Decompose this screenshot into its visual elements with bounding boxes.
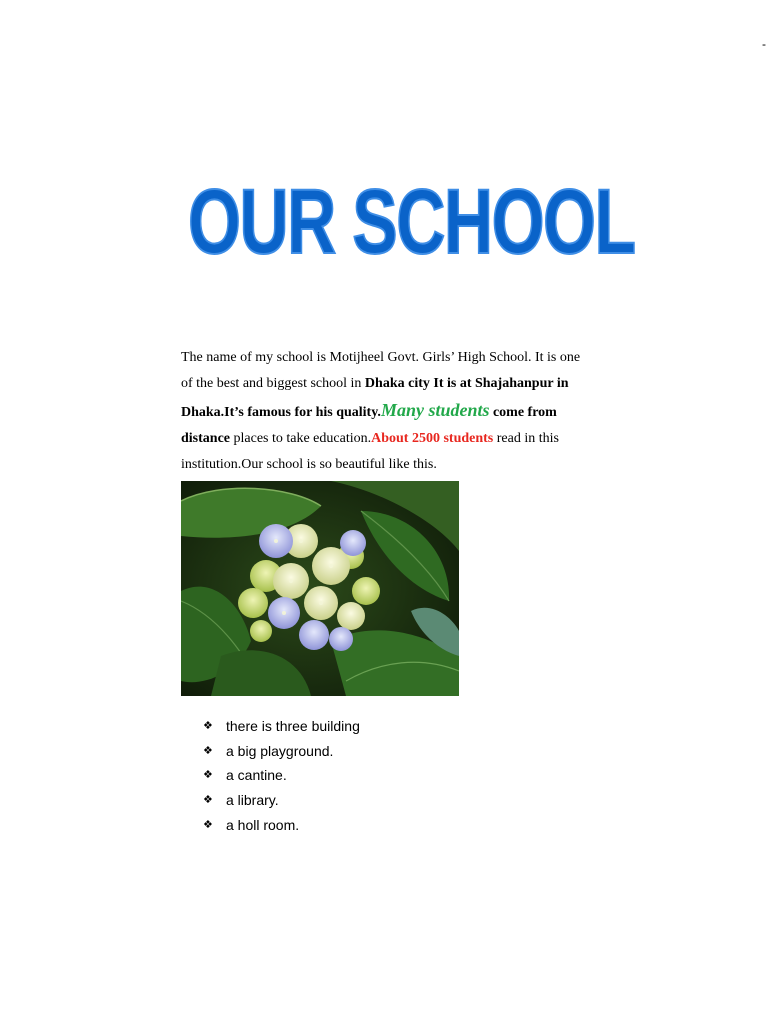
list-item	[203, 812, 360, 837]
corner-mark: -	[762, 37, 766, 51]
list-item-label: a holl room.	[226, 816, 300, 833]
diamond-bullet-icon: ❖	[203, 769, 213, 782]
paragraph-red-highlight: About 2500 students	[371, 431, 494, 446]
list-item-label: a cantine.	[226, 767, 287, 784]
paragraph-text-1: The name of my school is Motijheel Govt. Girls’ High School. It is one of the best and biggest school in	[181, 350, 581, 391]
hydrangea-photo	[181, 481, 459, 696]
diamond-bullet-icon: ❖	[203, 818, 213, 831]
page-title: OUR SCHOOL	[188, 171, 635, 273]
paragraph-green-highlight: Many students	[380, 400, 490, 420]
diamond-bullet-icon: ❖	[203, 720, 213, 733]
paragraph-bold-distance: come from distance	[181, 405, 557, 446]
paragraph-text-2: places to take education.	[230, 431, 372, 446]
diamond-bullet-icon: ❖	[203, 744, 213, 757]
intro-paragraph	[181, 345, 581, 478]
list-item	[203, 739, 360, 764]
features-list	[203, 714, 360, 837]
list-item	[203, 714, 360, 739]
list-item-label: a big playground.	[226, 742, 334, 759]
diamond-bullet-icon: ❖	[203, 794, 213, 807]
list-item-label: there is three building	[226, 718, 360, 735]
list-item	[203, 763, 360, 788]
list-item	[203, 788, 360, 813]
hydrangea-image	[181, 481, 459, 696]
paragraph-text-3: read in this institution.Our school is so beautiful like this.	[181, 431, 559, 472]
list-item-label: a library.	[226, 792, 279, 809]
paragraph-bold-location: Dhaka city It is at Shajahanpur in Dhaka.It’s famous for his quality.	[181, 376, 569, 420]
